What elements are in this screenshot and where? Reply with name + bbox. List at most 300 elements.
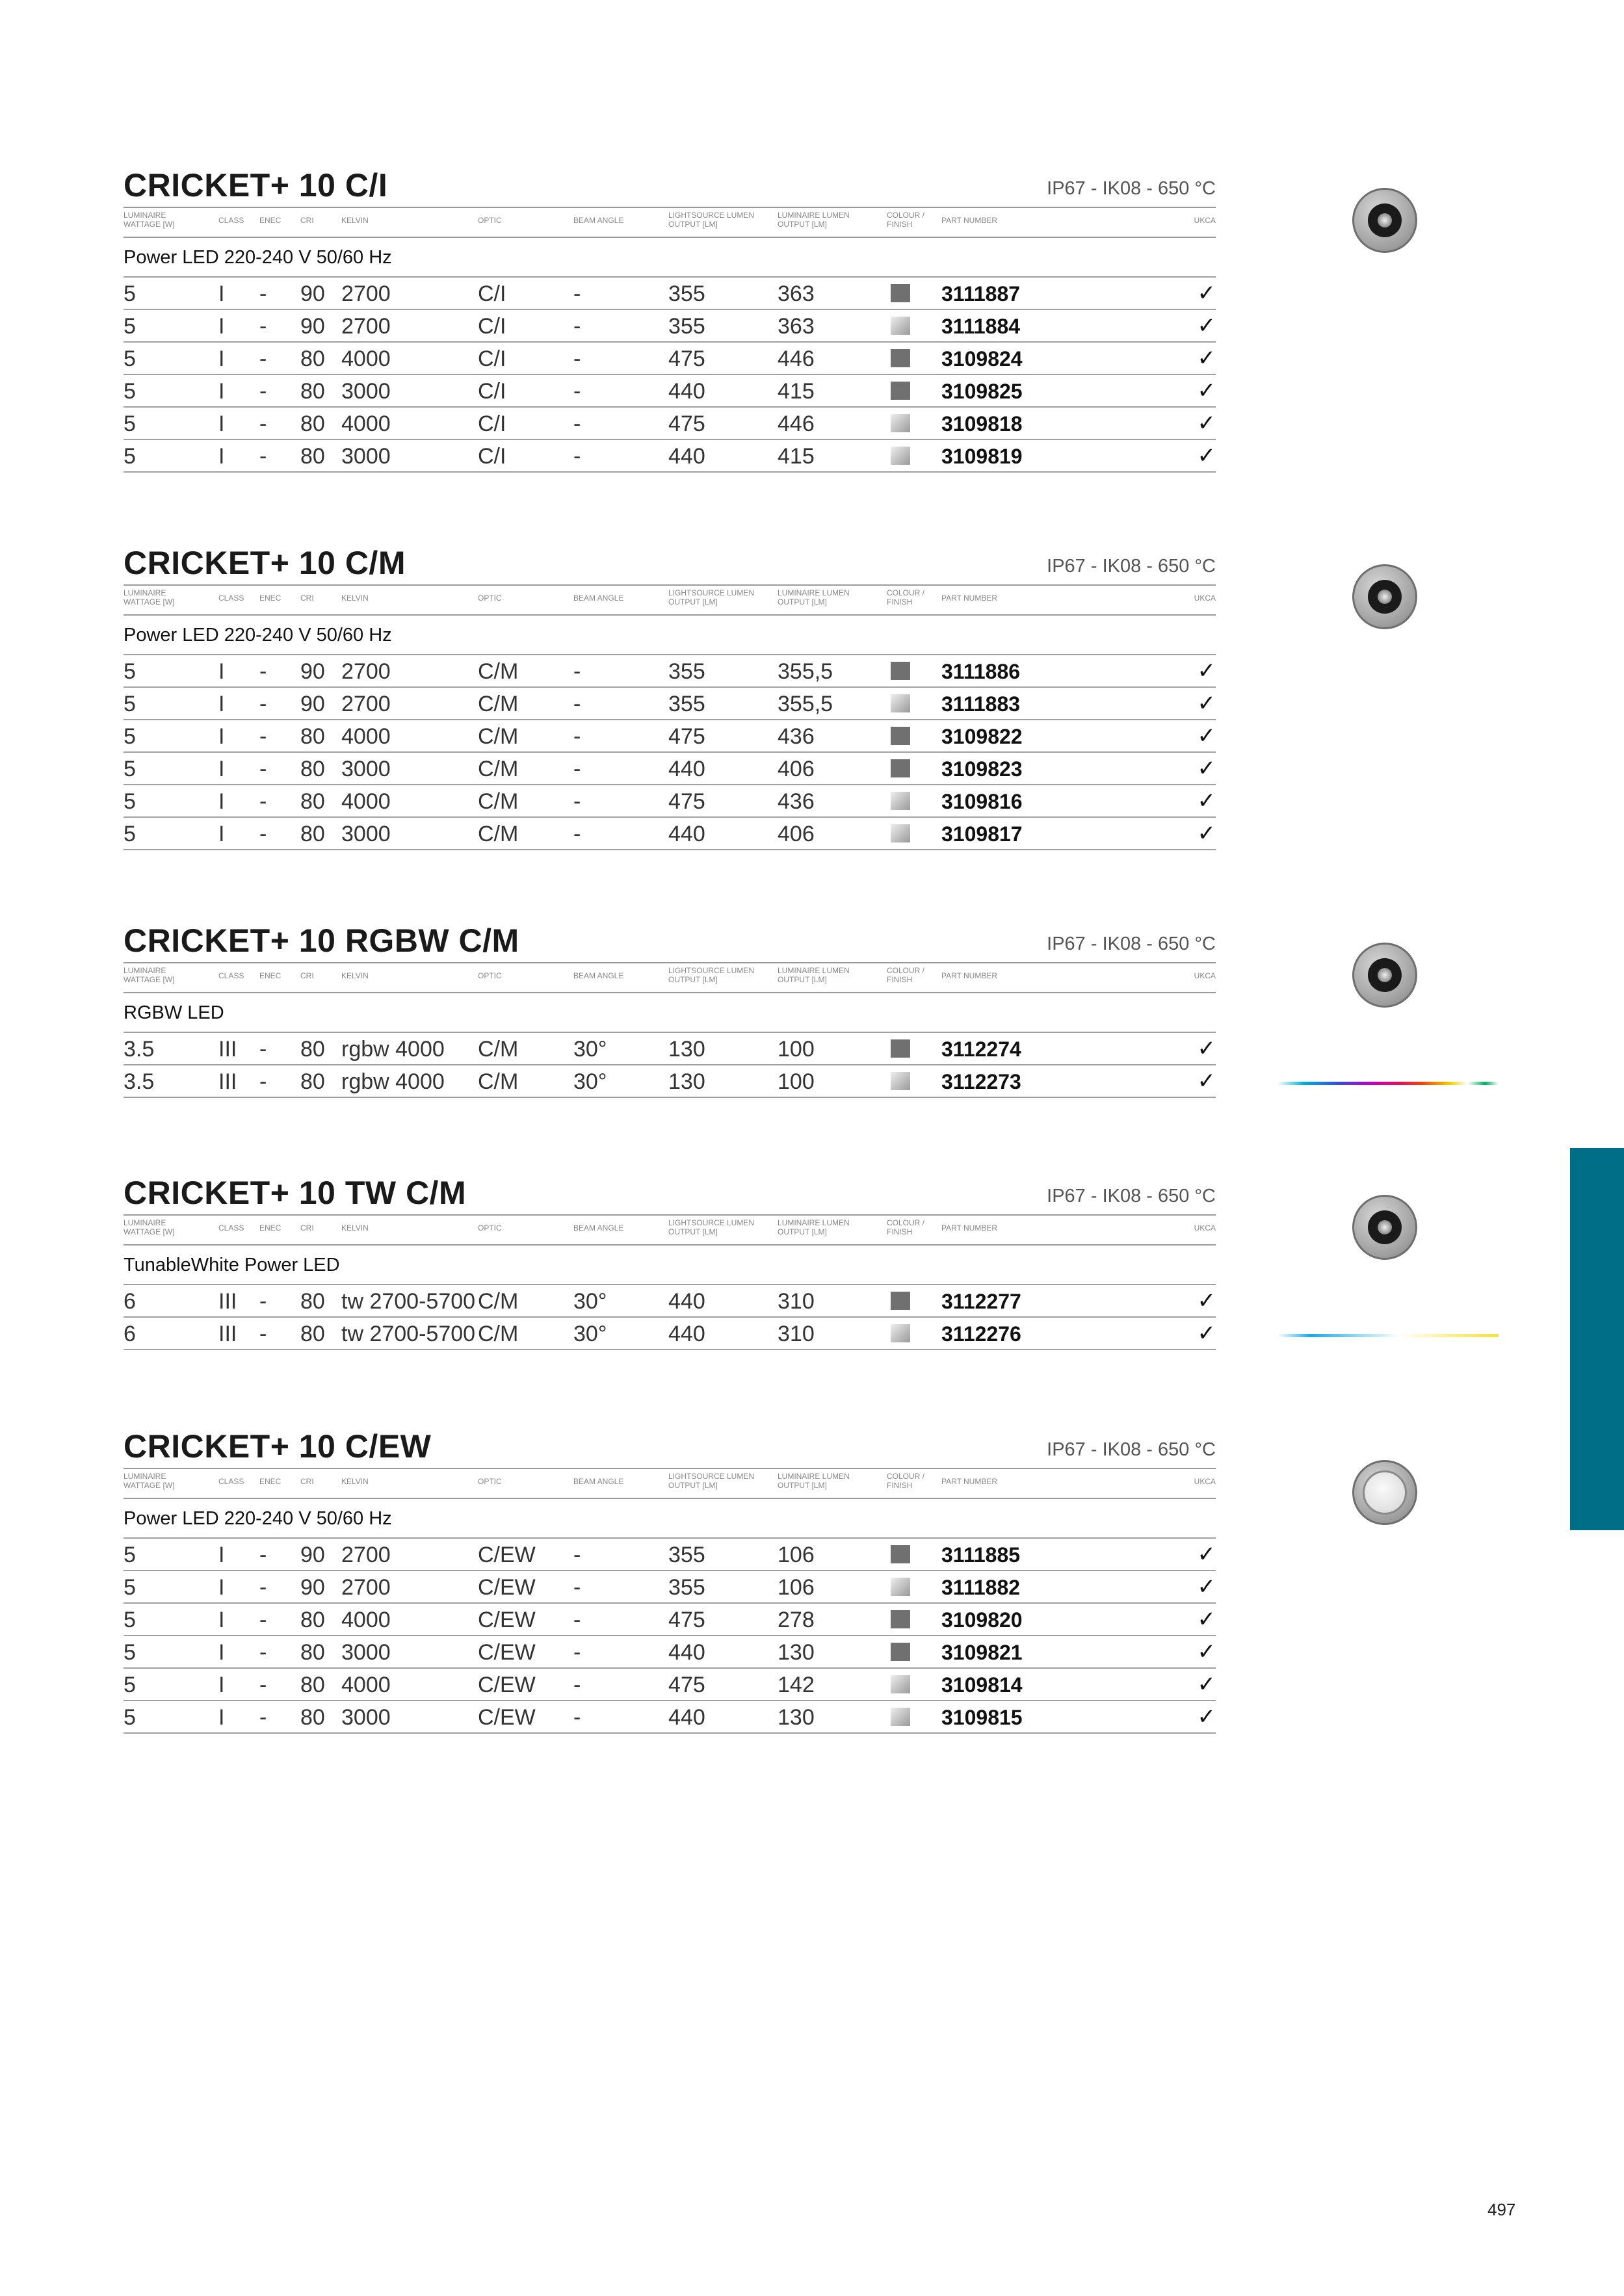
finish-swatch-dark-grey <box>891 284 910 302</box>
table-row <box>124 309 1216 341</box>
product-table <box>124 1032 1216 1098</box>
power-description: Power LED 220-240 V 50/60 Hz <box>124 247 392 268</box>
cell-cls: I <box>218 659 225 684</box>
cell-cri: 80 <box>300 757 325 781</box>
cell-enec: - <box>259 1289 267 1314</box>
column-header-lum_lumen: LUMINAIRE LUMEN OUTPUT [LM] <box>778 966 850 984</box>
cell-lum: 415 <box>778 444 815 469</box>
part-number: 3109815 <box>941 1706 1023 1729</box>
finish-swatch-dark-grey <box>891 1039 910 1058</box>
cell-lum: 446 <box>778 411 815 436</box>
cell-cls: I <box>218 314 225 339</box>
cell-lum: 100 <box>778 1037 815 1062</box>
finish-swatch-aluminium <box>891 1675 910 1693</box>
table-row <box>124 686 1216 719</box>
part-number: 3112277 <box>941 1290 1021 1313</box>
finish-swatch-aluminium <box>891 694 910 712</box>
ukca-check-icon: ✓ <box>1197 411 1216 436</box>
lamp-rgbw-image <box>1348 939 1421 1011</box>
cell-cls: III <box>218 1322 237 1346</box>
cell-cls: I <box>218 1705 225 1730</box>
column-header-optic: OPTIC <box>478 971 502 980</box>
cell-cls: I <box>218 789 225 814</box>
cell-ls: 440 <box>668 1640 705 1665</box>
cell-cls: I <box>218 1673 225 1697</box>
cell-lum: 355,5 <box>778 659 833 684</box>
cell-w: 5 <box>124 757 136 781</box>
cell-kelvin: 2700 <box>341 659 391 684</box>
cell-lum: 106 <box>778 1543 815 1567</box>
protection-rating: IP67 - IK08 - 650 °C <box>1047 933 1216 954</box>
section-title: CRICKET+ 10 C/M <box>124 545 406 581</box>
cell-cls: III <box>218 1289 237 1314</box>
column-header-part: PART NUMBER <box>941 1223 998 1233</box>
cell-beam: - <box>573 1705 581 1730</box>
cell-beam: - <box>573 1640 581 1665</box>
column-header-colour: COLOUR / FINISH <box>887 588 925 607</box>
cell-kelvin: 3000 <box>341 1640 391 1665</box>
cell-beam: - <box>573 314 581 339</box>
cell-cls: III <box>218 1037 237 1062</box>
cell-kelvin: 4000 <box>341 724 391 749</box>
cell-lum: 310 <box>778 1289 815 1314</box>
column-header-enec: ENEC <box>259 971 282 980</box>
tw-colour-strip <box>1277 1334 1499 1337</box>
cell-w: 5 <box>124 1640 136 1665</box>
cell-enec: - <box>259 1069 267 1094</box>
product-table <box>124 276 1216 473</box>
cell-ls: 130 <box>668 1069 705 1094</box>
lamp-c-m-image <box>1348 560 1421 633</box>
cell-ls: 475 <box>668 1673 705 1697</box>
ukca-check-icon: ✓ <box>1197 1036 1216 1061</box>
cell-ls: 475 <box>668 411 705 436</box>
ukca-check-icon: ✓ <box>1197 1542 1216 1567</box>
column-header-optic: OPTIC <box>478 216 502 225</box>
column-header-wattage: LUMINAIRE WATTAGE [W] <box>124 211 175 229</box>
column-header-cri: CRI <box>300 1477 314 1486</box>
cell-cls: I <box>218 411 225 436</box>
finish-swatch-dark-grey <box>891 382 910 400</box>
column-header-class: CLASS <box>218 594 244 603</box>
cell-cri: 80 <box>300 1673 325 1697</box>
cell-cri: 80 <box>300 1705 325 1730</box>
power-description: Power LED 220-240 V 50/60 Hz <box>124 1508 392 1529</box>
cell-w: 5 <box>124 1543 136 1567</box>
cell-beam: - <box>573 659 581 684</box>
cell-w: 5 <box>124 346 136 371</box>
cell-cri: 80 <box>300 1069 325 1094</box>
cell-beam: - <box>573 346 581 371</box>
cell-cls: I <box>218 346 225 371</box>
finish-swatch-aluminium <box>891 1072 910 1090</box>
cell-kelvin: 2700 <box>341 314 391 339</box>
cell-w: 5 <box>124 789 136 814</box>
cell-enec: - <box>259 281 267 306</box>
column-header-beam: BEAM ANGLE <box>573 216 624 225</box>
cell-optic: C/I <box>478 379 506 404</box>
lamp-c-i-image <box>1348 184 1421 257</box>
cell-lum: 100 <box>778 1069 815 1094</box>
cell-lum: 363 <box>778 281 815 306</box>
cell-cri: 80 <box>300 1608 325 1632</box>
power-description: Power LED 220-240 V 50/60 Hz <box>124 625 392 646</box>
protection-rating: IP67 - IK08 - 650 °C <box>1047 1439 1216 1460</box>
ukca-check-icon: ✓ <box>1197 789 1216 813</box>
column-header-enec: ENEC <box>259 216 282 225</box>
cell-cls: I <box>218 692 225 716</box>
table-row <box>124 1700 1216 1734</box>
ukca-check-icon: ✓ <box>1197 1704 1216 1729</box>
part-number: 3109818 <box>941 412 1023 436</box>
ukca-check-icon: ✓ <box>1197 346 1216 371</box>
cell-kelvin: 4000 <box>341 1608 391 1632</box>
cell-optic: C/M <box>478 659 519 684</box>
column-header-cri: CRI <box>300 971 314 980</box>
table-row <box>124 374 1216 406</box>
cell-w: 5 <box>124 314 136 339</box>
cell-w: 6 <box>124 1322 136 1346</box>
finish-swatch-dark-grey <box>891 727 910 745</box>
cell-cls: I <box>218 444 225 469</box>
column-header-ukca: UKCA <box>1194 1477 1216 1486</box>
cell-cls: I <box>218 757 225 781</box>
column-header-ls_lumen: LIGHTSOURCE LUMEN OUTPUT [LM] <box>668 211 755 229</box>
column-header-wattage: LUMINAIRE WATTAGE [W] <box>124 966 175 984</box>
cell-kelvin: 4000 <box>341 1673 391 1697</box>
cell-cri: 80 <box>300 346 325 371</box>
table-row <box>124 1635 1216 1667</box>
cell-lum: 142 <box>778 1673 815 1697</box>
product-table <box>124 654 1216 850</box>
cell-beam: - <box>573 757 581 781</box>
cell-beam: - <box>573 1608 581 1632</box>
finish-swatch-dark-grey <box>891 759 910 777</box>
cell-cls: I <box>218 379 225 404</box>
table-header <box>124 207 1216 238</box>
part-number: 3111883 <box>941 692 1021 716</box>
column-header-lum_lumen: LUMINAIRE LUMEN OUTPUT [LM] <box>778 1218 850 1236</box>
cell-ls: 440 <box>668 1705 705 1730</box>
finish-swatch-aluminium <box>891 447 910 465</box>
cell-optic: C/I <box>478 314 506 339</box>
ukca-check-icon: ✓ <box>1197 1321 1216 1346</box>
cell-optic: C/I <box>478 346 506 371</box>
finish-swatch-aluminium <box>891 1708 910 1726</box>
column-header-class: CLASS <box>218 971 244 980</box>
cell-ls: 130 <box>668 1037 705 1062</box>
power-description: RGBW LED <box>124 1002 224 1023</box>
finish-swatch-dark-grey <box>891 349 910 367</box>
cell-cri: 80 <box>300 1640 325 1665</box>
section-title: CRICKET+ 10 TW C/M <box>124 1175 467 1211</box>
column-header-part: PART NUMBER <box>941 216 998 225</box>
ukca-check-icon: ✓ <box>1197 1639 1216 1664</box>
part-number: 3109822 <box>941 725 1023 748</box>
cell-cls: I <box>218 1543 225 1567</box>
cell-enec: - <box>259 346 267 371</box>
cell-w: 5 <box>124 724 136 749</box>
cell-ls: 440 <box>668 1289 705 1314</box>
cell-kelvin: 2700 <box>341 1575 391 1600</box>
part-number: 3111884 <box>941 315 1021 338</box>
column-header-kelvin: KELVIN <box>341 1477 369 1486</box>
cell-ls: 475 <box>668 346 705 371</box>
part-number: 3109823 <box>941 757 1023 781</box>
cell-kelvin: tw 2700-5700 <box>341 1289 476 1314</box>
table-header <box>124 1214 1216 1246</box>
part-number: 3109814 <box>941 1673 1023 1697</box>
finish-swatch-dark-grey <box>891 1643 910 1661</box>
table-row <box>124 1537 1216 1570</box>
cell-lum: 130 <box>778 1640 815 1665</box>
cell-optic: C/M <box>478 1069 519 1094</box>
cell-lum: 363 <box>778 314 815 339</box>
cell-lum: 106 <box>778 1575 815 1600</box>
finish-swatch-aluminium <box>891 414 910 432</box>
part-number: 3111887 <box>941 282 1021 306</box>
column-header-lum_lumen: LUMINAIRE LUMEN OUTPUT [LM] <box>778 1472 850 1490</box>
cell-lum: 406 <box>778 822 815 846</box>
cell-ls: 440 <box>668 1322 705 1346</box>
table-row <box>124 439 1216 473</box>
table-header <box>124 962 1216 993</box>
cell-lum: 446 <box>778 346 815 371</box>
ukca-check-icon: ✓ <box>1197 821 1216 846</box>
table-row <box>124 1570 1216 1602</box>
cell-kelvin: 2700 <box>341 1543 391 1567</box>
table-row <box>124 654 1216 686</box>
cell-ls: 475 <box>668 724 705 749</box>
cell-lum: 436 <box>778 724 815 749</box>
ukca-check-icon: ✓ <box>1197 378 1216 403</box>
cell-cri: 80 <box>300 822 325 846</box>
cell-cri: 90 <box>300 659 325 684</box>
cell-w: 5 <box>124 692 136 716</box>
column-header-ls_lumen: LIGHTSOURCE LUMEN OUTPUT [LM] <box>668 1472 755 1490</box>
cell-optic: C/M <box>478 1037 519 1062</box>
table-row <box>124 1667 1216 1700</box>
column-header-colour: COLOUR / FINISH <box>887 1218 925 1236</box>
column-header-ukca: UKCA <box>1194 216 1216 225</box>
column-header-part: PART NUMBER <box>941 594 998 603</box>
column-header-lum_lumen: LUMINAIRE LUMEN OUTPUT [LM] <box>778 211 850 229</box>
cell-beam: - <box>573 444 581 469</box>
column-header-lum_lumen: LUMINAIRE LUMEN OUTPUT [LM] <box>778 588 850 607</box>
cell-enec: - <box>259 411 267 436</box>
cell-beam: - <box>573 1543 581 1567</box>
cell-optic: C/M <box>478 692 519 716</box>
section-title: CRICKET+ 10 RGBW C/M <box>124 922 519 959</box>
cell-optic: C/EW <box>478 1608 536 1632</box>
part-number: 3112276 <box>941 1322 1021 1346</box>
cell-ls: 355 <box>668 281 705 306</box>
cell-cls: I <box>218 1608 225 1632</box>
table-row <box>124 751 1216 784</box>
protection-rating: IP67 - IK08 - 650 °C <box>1047 556 1216 577</box>
cell-enec: - <box>259 1575 267 1600</box>
cell-optic: C/I <box>478 281 506 306</box>
cell-beam: - <box>573 692 581 716</box>
cell-enec: - <box>259 1640 267 1665</box>
cell-kelvin: tw 2700-5700 <box>341 1322 476 1346</box>
cell-kelvin: 3000 <box>341 1705 391 1730</box>
ukca-check-icon: ✓ <box>1197 724 1216 748</box>
column-header-class: CLASS <box>218 1223 244 1233</box>
table-row <box>124 1316 1216 1350</box>
cell-kelvin: 4000 <box>341 789 391 814</box>
cell-kelvin: rgbw 4000 <box>341 1037 445 1062</box>
cell-lum: 355,5 <box>778 692 833 716</box>
lamp-tw-image <box>1348 1191 1421 1264</box>
finish-swatch-dark-grey <box>891 662 910 680</box>
column-header-optic: OPTIC <box>478 1223 502 1233</box>
column-header-optic: OPTIC <box>478 1477 502 1486</box>
table-row <box>124 719 1216 751</box>
table-row <box>124 816 1216 850</box>
column-header-part: PART NUMBER <box>941 971 998 980</box>
cell-enec: - <box>259 314 267 339</box>
cell-enec: - <box>259 1705 267 1730</box>
cell-cri: 80 <box>300 724 325 749</box>
column-header-wattage: LUMINAIRE WATTAGE [W] <box>124 1218 175 1236</box>
cell-lum: 436 <box>778 789 815 814</box>
cell-beam: - <box>573 281 581 306</box>
table-header <box>124 1468 1216 1499</box>
column-header-kelvin: KELVIN <box>341 1223 369 1233</box>
column-header-colour: COLOUR / FINISH <box>887 1472 925 1490</box>
cell-ls: 475 <box>668 1608 705 1632</box>
finish-swatch-dark-grey <box>891 1545 910 1563</box>
cell-kelvin: rgbw 4000 <box>341 1069 445 1094</box>
cell-kelvin: 3000 <box>341 444 391 469</box>
cell-kelvin: 2700 <box>341 692 391 716</box>
cell-enec: - <box>259 659 267 684</box>
cell-beam: - <box>573 411 581 436</box>
finish-swatch-dark-grey <box>891 1292 910 1310</box>
column-header-kelvin: KELVIN <box>341 971 369 980</box>
cell-enec: - <box>259 444 267 469</box>
ukca-check-icon: ✓ <box>1197 691 1216 716</box>
cell-w: 3.5 <box>124 1069 155 1094</box>
column-header-cri: CRI <box>300 216 314 225</box>
column-header-beam: BEAM ANGLE <box>573 594 624 603</box>
column-header-kelvin: KELVIN <box>341 216 369 225</box>
cell-optic: C/EW <box>478 1640 536 1665</box>
cell-kelvin: 3000 <box>341 757 391 781</box>
ukca-check-icon: ✓ <box>1197 443 1216 468</box>
ukca-check-icon: ✓ <box>1197 659 1216 683</box>
part-number: 3111882 <box>941 1576 1021 1599</box>
cell-ls: 475 <box>668 789 705 814</box>
cell-cri: 80 <box>300 1037 325 1062</box>
cell-enec: - <box>259 1037 267 1062</box>
column-header-class: CLASS <box>218 1477 244 1486</box>
cell-optic: C/M <box>478 822 519 846</box>
cell-optic: C/I <box>478 411 506 436</box>
column-header-colour: COLOUR / FINISH <box>887 966 925 984</box>
cell-cri: 80 <box>300 411 325 436</box>
table-row <box>124 1064 1216 1098</box>
cell-cri: 90 <box>300 692 325 716</box>
cell-w: 5 <box>124 1608 136 1632</box>
cell-beam: - <box>573 789 581 814</box>
column-header-part: PART NUMBER <box>941 1477 998 1486</box>
cell-ls: 355 <box>668 1543 705 1567</box>
cell-optic: C/M <box>478 789 519 814</box>
column-header-wattage: LUMINAIRE WATTAGE [W] <box>124 588 175 607</box>
cell-beam: - <box>573 379 581 404</box>
cell-lum: 130 <box>778 1705 815 1730</box>
column-header-cri: CRI <box>300 594 314 603</box>
column-header-ukca: UKCA <box>1194 971 1216 980</box>
table-row <box>124 1602 1216 1635</box>
cell-cri: 90 <box>300 281 325 306</box>
cell-cri: 80 <box>300 444 325 469</box>
cell-enec: - <box>259 757 267 781</box>
part-number: 3109820 <box>941 1608 1023 1632</box>
chapter-tab <box>1570 1148 1624 1530</box>
cell-w: 5 <box>124 379 136 404</box>
cell-w: 5 <box>124 1705 136 1730</box>
protection-rating: IP67 - IK08 - 650 °C <box>1047 178 1216 199</box>
cell-lum: 310 <box>778 1322 815 1346</box>
cell-beam: - <box>573 1575 581 1600</box>
cell-cri: 90 <box>300 1575 325 1600</box>
lamp-c-ew-image <box>1348 1456 1421 1529</box>
cell-enec: - <box>259 379 267 404</box>
cell-ls: 440 <box>668 757 705 781</box>
part-number: 3112274 <box>941 1037 1021 1061</box>
part-number: 3109817 <box>941 822 1023 846</box>
cell-beam: 30° <box>573 1069 607 1094</box>
finish-swatch-aluminium <box>891 1578 910 1596</box>
cell-beam: - <box>573 724 581 749</box>
cell-lum: 415 <box>778 379 815 404</box>
cell-cri: 80 <box>300 379 325 404</box>
cell-w: 5 <box>124 444 136 469</box>
cell-optic: C/M <box>478 1322 519 1346</box>
table-row <box>124 784 1216 816</box>
column-header-optic: OPTIC <box>478 594 502 603</box>
cell-cls: I <box>218 1640 225 1665</box>
cell-enec: - <box>259 1608 267 1632</box>
cell-ls: 440 <box>668 444 705 469</box>
cell-w: 5 <box>124 281 136 306</box>
cell-w: 5 <box>124 1575 136 1600</box>
cell-cls: III <box>218 1069 237 1094</box>
cell-kelvin: 3000 <box>341 379 391 404</box>
table-row <box>124 406 1216 439</box>
cell-optic: C/EW <box>478 1543 536 1567</box>
part-number: 3109825 <box>941 380 1023 403</box>
cell-cls: I <box>218 281 225 306</box>
cell-cri: 90 <box>300 314 325 339</box>
cell-w: 5 <box>124 822 136 846</box>
cell-enec: - <box>259 1322 267 1346</box>
ukca-check-icon: ✓ <box>1197 1607 1216 1632</box>
cell-kelvin: 2700 <box>341 281 391 306</box>
product-table <box>124 1284 1216 1350</box>
ukca-check-icon: ✓ <box>1197 281 1216 306</box>
cell-lum: 278 <box>778 1608 815 1632</box>
cell-w: 5 <box>124 659 136 684</box>
finish-swatch-aluminium <box>891 317 910 335</box>
rgbw-colour-strip <box>1277 1082 1499 1085</box>
cell-kelvin: 3000 <box>341 822 391 846</box>
cell-beam: 30° <box>573 1037 607 1062</box>
cell-lum: 406 <box>778 757 815 781</box>
